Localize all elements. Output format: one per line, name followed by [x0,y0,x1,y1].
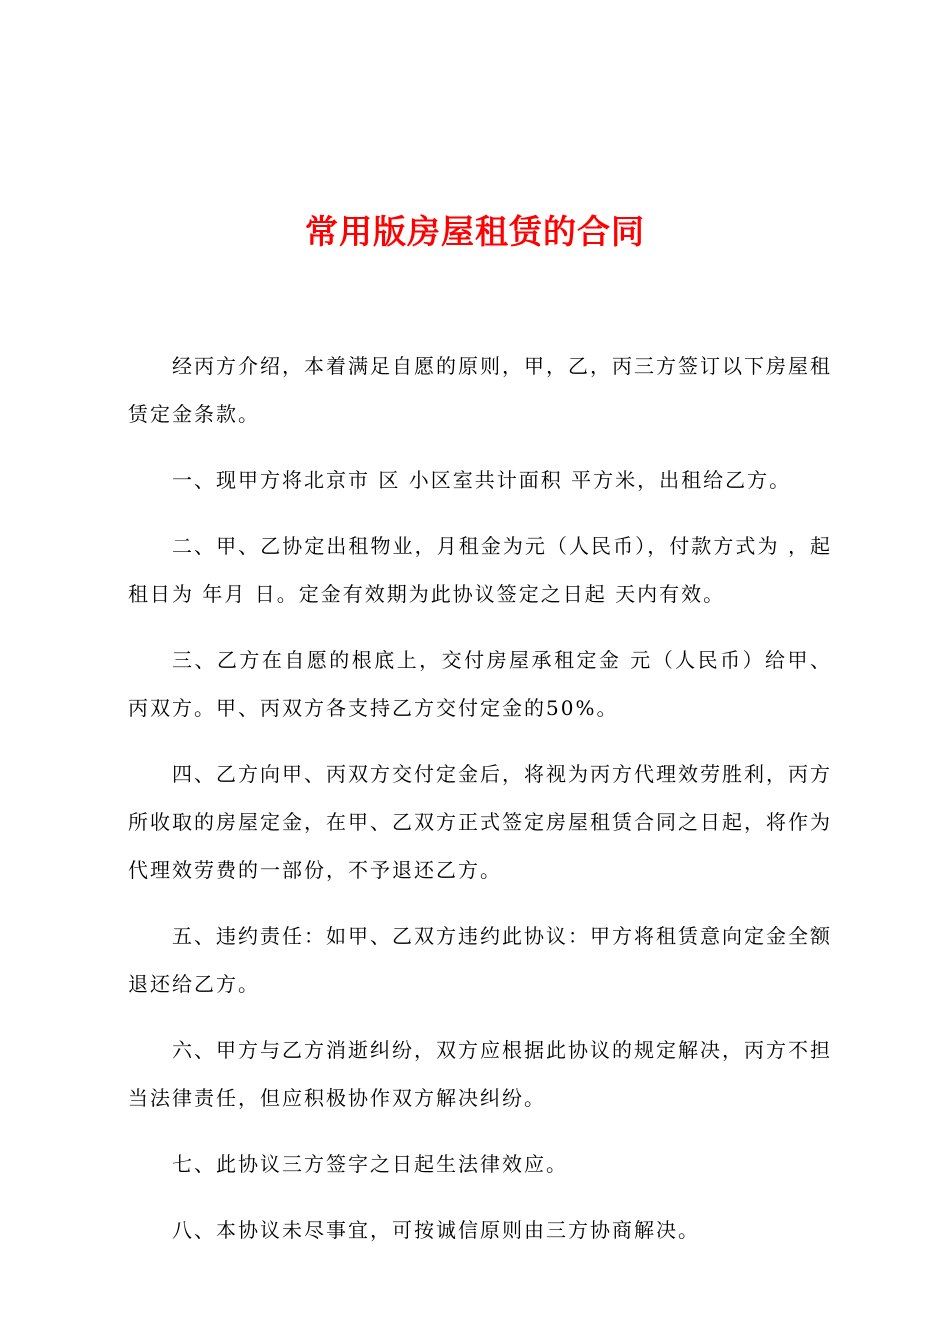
paragraph-clause-7: 七、此协议三方签字之日起生法律效应。 [172,1152,568,1176]
paragraph-clause-2: 二、甲、乙协定出租物业，月租金为元（人民币），付款方式为 ，起租日为 年月 日。定金有效期为此协议签定之日起 天内有效。 [128,534,832,606]
paragraph-clause-4: 四、乙方向甲、丙双方交付定金后，将视为丙方代理效劳胜利，丙方所收取的房屋定金，在甲、乙双方正式签定房屋租赁合同之日起，将作为代理效劳费的一部份，不予退还乙方。 [128,762,832,882]
paragraph-clause-6: 六、甲方与乙方消逝纠纷，双方应根据此协议的规定解决，丙方不担当法律责任，但应积极协作双方解决纠纷。 [128,1038,832,1110]
paragraph-clause-8: 八、本协议未尽事宜，可按诚信原则由三方协商解决。 [172,1218,700,1242]
paragraph-clause-3: 三、乙方在自愿的根底上，交付房屋承租定金 元（人民币）给甲、丙双方。甲、丙双方各支持乙方交付定金的50%。 [128,648,832,720]
paragraph-intro: 经丙方介绍，本着满足自愿的原则，甲，乙，丙三方签订以下房屋租赁定金条款。 [128,354,832,426]
paragraph-clause-5: 五、违约责任：如甲、乙双方违约此协议：甲方将租赁意向定金全额退还给乙方。 [128,924,832,996]
document-title: 常用版房屋租赁的合同 [305,212,645,251]
document-body [128,342,832,1272]
paragraph-clause-1: 一、现甲方将北京市 区 小区室共计面积 平方米，出租给乙方。 [172,468,792,492]
